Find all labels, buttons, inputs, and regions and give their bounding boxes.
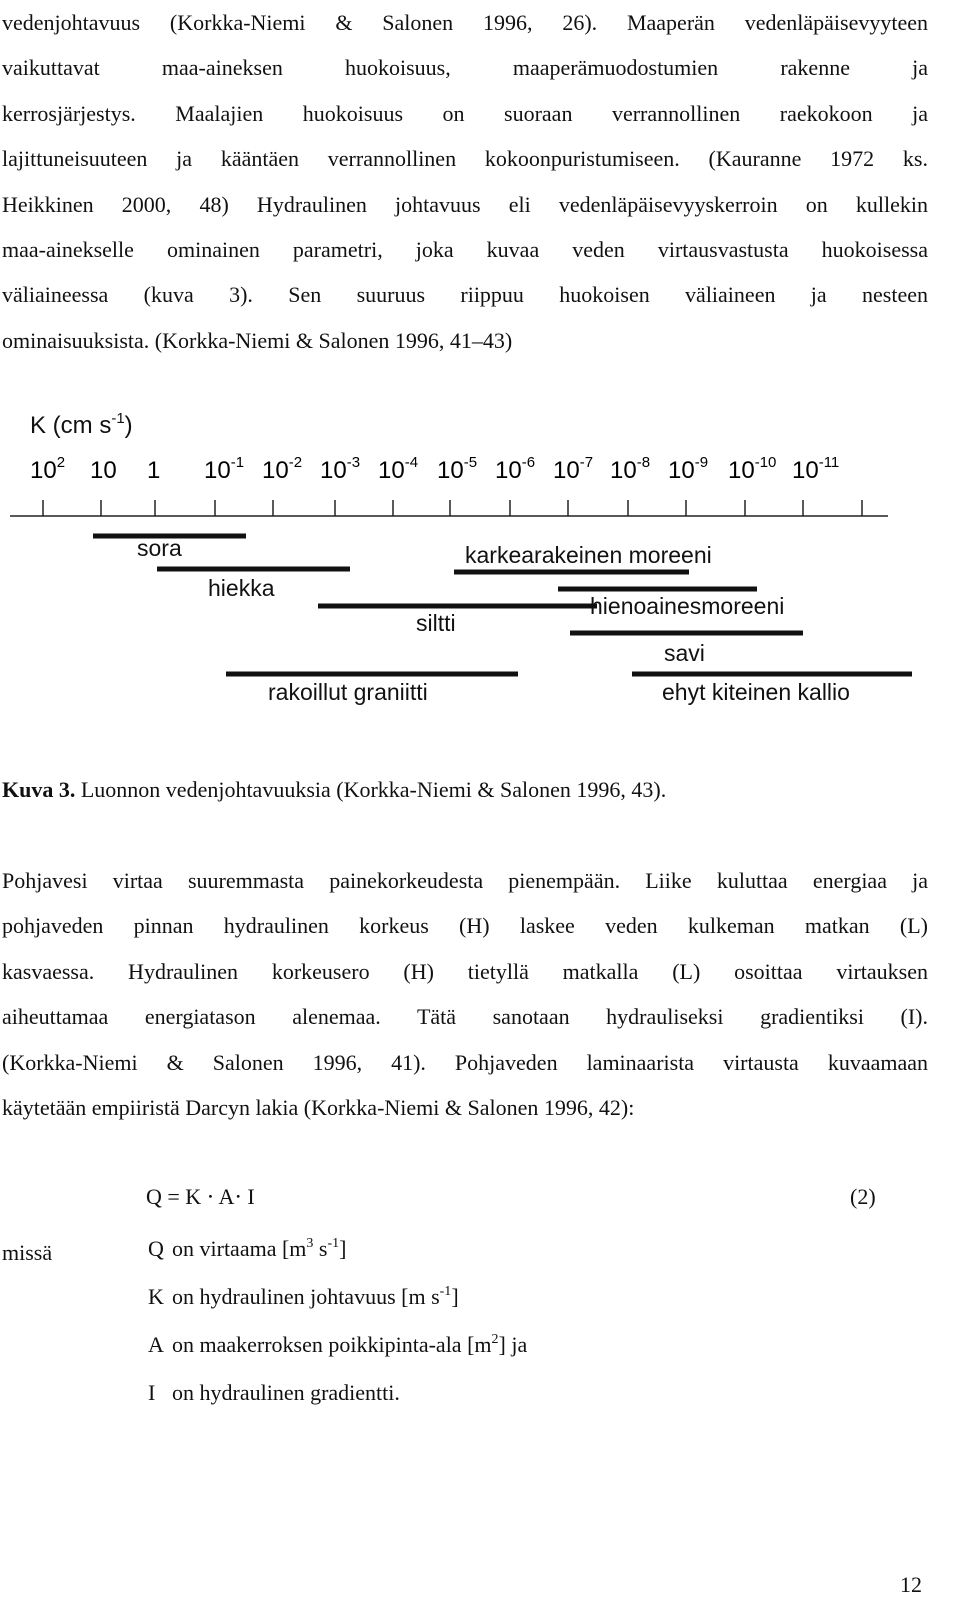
tick-label: $10^{-8}$ (610, 454, 651, 484)
tick-label: $10^{-5}$ (437, 454, 478, 484)
text-line: käytetään empiiristä Darcyn lakia (Korkka-Niemi & Salonen 1996, 42): (2, 1094, 635, 1120)
text-line: vedenjohtavuus (Korkka-Niemi & Salonen 1996, 26). Maaperän vedenläpäisevyyteen (2, 10, 928, 35)
equation-number: (2) (850, 1184, 876, 1209)
range-labels (137, 535, 850, 705)
text-line: Pohjavesi virtaa suuremmasta painekorkeudesta pienempään. Liike kuluttaa energiaa ja (2, 868, 928, 893)
tick-label: $10^2$ (30, 454, 66, 484)
text-line: vaikuttavat maa-aineksen huokoisuus, maaperämuodostumien rakenne ja (2, 55, 928, 81)
definition-q (148, 1236, 346, 1262)
tick-labels (30, 454, 839, 484)
text-line: kasvaessa. Hydraulinen korkeusero (H) tietyllä matkalla (L) osoittaa virtauksen (2, 958, 928, 984)
symbol-k: K (148, 1284, 164, 1309)
symbol-i: I (148, 1380, 156, 1405)
definition-i (148, 1380, 400, 1406)
range-label-savi: savi (664, 640, 705, 666)
range-label-karkearakeinen-moreeni: karkearakeinen moreeni (465, 542, 712, 568)
tick-label: $10^{-3}$ (320, 454, 361, 484)
range-label-hiekka: hiekka (208, 575, 275, 601)
tick-label: 10 (90, 457, 117, 484)
superscript: -1 (327, 1236, 340, 1251)
figure-caption (2, 777, 666, 803)
page-number: 12 (900, 1572, 922, 1597)
superscript: 2 (491, 1332, 499, 1347)
text-line: aiheuttamaa energiatason alenemaa. Tätä sanotaan hydrauliseksi gradientiksi (I). (2, 1004, 928, 1030)
text-line: lajittuneisuuteen ja kääntäen verrannollinen kokoonpuristumiseen. (Kauranne 1972 ks. (2, 146, 928, 172)
definition-text: s (313, 1236, 328, 1261)
range-label-siltti: siltti (416, 610, 456, 636)
range-label-rakoillut-graniitti: rakoillut graniitti (268, 679, 428, 705)
text-line: maa-ainekselle ominainen parametri, joka kuvaa veden virtausvastusta huokoisessa (2, 236, 928, 262)
text-line: Heikkinen 2000, 48) Hydraulinen johtavuus eli vedenläpäisevyyskerroin on kullekin (2, 191, 928, 217)
symbol-a: A (148, 1332, 164, 1357)
conductivity-diagram (0, 395, 940, 725)
definition-text: on hydraulinen gradientti. (172, 1380, 400, 1405)
definitions-intro: missä (2, 1240, 53, 1265)
tick-label: 1 (147, 457, 161, 484)
definition-text: ] (451, 1284, 459, 1309)
superscript: -1 (439, 1284, 452, 1299)
tick-label: $10^{-1}$ (204, 454, 245, 484)
tick-label: $10^{-9}$ (668, 454, 709, 484)
tick-label: $10^{-10}$ (728, 454, 777, 484)
conductivity-figure (0, 395, 940, 725)
text-line: kerrosjärjestys. Maalajien huokoisuus on suoraan verrannollinen raekokoon ja (2, 100, 928, 126)
definition-text: on virtaama [m (172, 1236, 307, 1261)
text-line: ominaisuuksista. (Korkka-Niemi & Salonen 1996, 41–43) (2, 327, 513, 353)
range-label-sora: sora (137, 535, 182, 561)
definition-text: on hydraulinen johtavuus [m s (172, 1284, 440, 1309)
symbol-q: Q (148, 1236, 164, 1261)
range-label-hienoainesmoreeni: hienoainesmoreeni (590, 593, 785, 619)
caption-label: Kuva 3. (2, 777, 76, 802)
definition-a (148, 1332, 527, 1358)
superscript: 3 (306, 1236, 314, 1251)
darcy-equation: Q = K ⋅ A⋅ I (146, 1184, 255, 1209)
text-line: pohjaveden pinnan hydraulinen korkeus (H) laskee veden kulkeman matkan (L) (2, 913, 928, 939)
axis-title: K (cm $s^{-1}$) (30, 410, 133, 439)
definition-text: ] (339, 1236, 347, 1261)
text-line: väliaineessa (kuva 3). Sen suuruus riippuu huokoisen väliaineen ja nesteen (2, 282, 928, 308)
tick-label: $10^{-2}$ (262, 454, 303, 484)
axis-ticks (43, 500, 862, 516)
caption-text: Luonnon vedenjohtavuuksia (Korkka-Niemi & Salonen 1996, 43). (75, 777, 667, 802)
definition-text: on maakerroksen poikkipinta-ala [m (172, 1332, 492, 1357)
definition-text: ] ja (498, 1332, 528, 1357)
tick-label: $10^{-6}$ (495, 454, 536, 484)
definition-k (148, 1284, 459, 1310)
paragraph-darcy (2, 858, 928, 1130)
text-line: (Korkka-Niemi & Salonen 1996, 41). Pohjaveden laminaarista virtausta kuvaamaan (2, 1049, 928, 1075)
tick-label: $10^{-7}$ (553, 454, 594, 484)
tick-label: $10^{-11}$ (792, 454, 840, 484)
paragraph-intro (2, 0, 928, 363)
range-label-ehyt-kiteinen-kallio: ehyt kiteinen kallio (662, 679, 850, 705)
tick-label: $10^{-4}$ (378, 454, 419, 484)
